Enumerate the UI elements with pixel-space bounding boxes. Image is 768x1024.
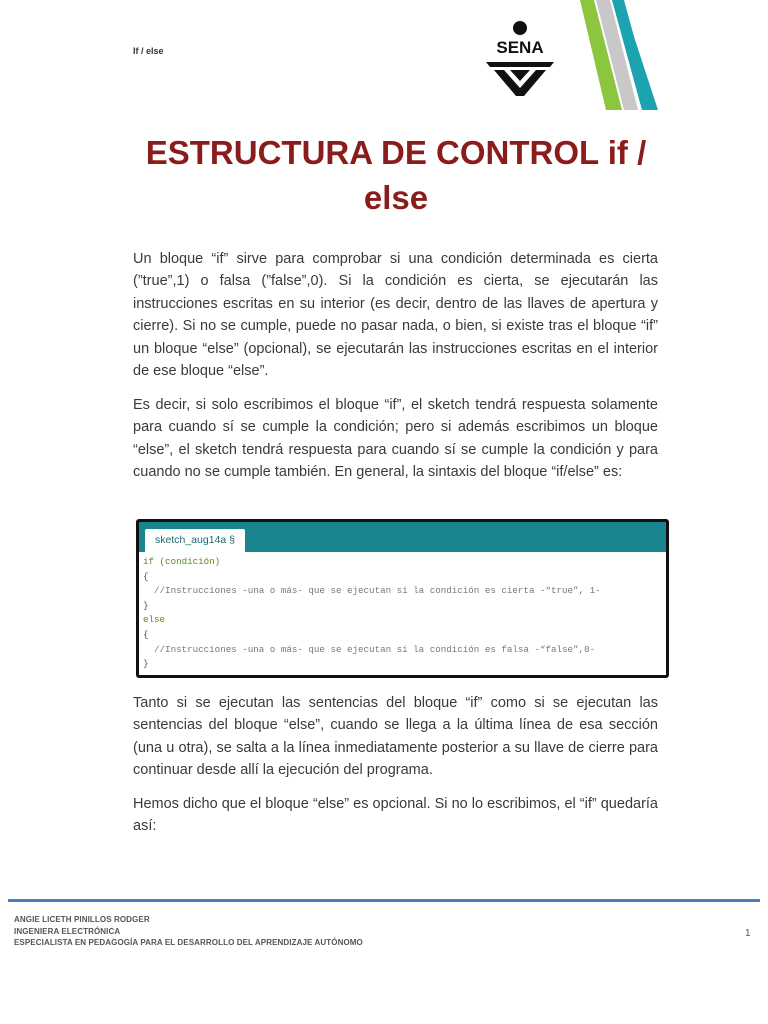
footer-line: ANGIE LICETH PINILLOS RODGER [14, 915, 150, 924]
sena-logo [480, 18, 560, 98]
title-line-2: else [363, 179, 429, 216]
corner-stripes [580, 0, 768, 110]
code-line: } [143, 658, 149, 670]
header-label: If / else [133, 46, 164, 56]
paragraph-4: Hemos dicho que el bloque “else” es opcional. Si no lo escribimos, el “if” quedaría así: [133, 796, 658, 835]
sena-logo-text: SENA [496, 38, 544, 57]
code-line: //Instrucciones -una o más- que se ejecutan si la condición es falsa -“false”,0- [143, 643, 596, 655]
code-line: { [143, 628, 149, 640]
code-line: } [143, 599, 149, 611]
footer-author [14, 914, 363, 949]
ide-tab-bar [139, 522, 666, 552]
paragraph-1: Un bloque “if” sirve para comprobar si una condición determinada es cierta (”true”,1) o falsa (”false”,0). Si la condición es cierta, se ejecutarán las instrucciones escritas en su interior (es decir, dentro de las llaves de apertura y cierre). Si no se cumple, puede no pasar nada, o bien, si existe tras el bloque “if” un bloque “else” (opcional), se ejecutarán las instrucciones escritas en el interior de ese bloque “else”. [133, 251, 658, 380]
paragraph-3: Tanto si se ejecutan las sentencias del bloque “if” como si se ejecutan las sentencias del bloque “else”, cuando se llega a la última línea de esa sección (una u otra), se salta a la línea inmediatamente posterior a su llave de cierre para continuar desde allí la ejecución del programa. [133, 695, 658, 779]
footer-line: INGENIERA ELECTRÓNICA [14, 926, 121, 936]
ide-tab: sketch_aug14a § [145, 529, 245, 552]
footer-line: ESPECIALISTA EN PEDAGOGÍA PARA EL DESARROLLO DEL APRENDIZAJE AUTÓNOMO [14, 938, 363, 947]
code-line: if (condición) [143, 556, 221, 567]
code-block [139, 552, 666, 672]
code-line: else [143, 614, 166, 626]
title-line-1: ESTRUCTURA DE CONTROL if / [145, 134, 647, 171]
code-line: { [143, 570, 149, 582]
paragraph-2: Es decir, si solo escribimos el bloque “if”, el sketch tendrá respuesta solamente para cuando sí se cumple la condición; pero si además escribimos un bloque “else”, el sketch tendrá respuesta para cuando sí se cumple la condición y para cuando no se cumple también. En general, la sintaxis del bloque “if/else” es: [133, 397, 658, 481]
footer-divider [8, 899, 760, 902]
ide-screenshot [136, 519, 669, 678]
code-line: //Instrucciones -una o más- que se ejecutan si la condición es cierta -“true”, 1- [143, 585, 601, 597]
page-number: 1 [745, 928, 751, 939]
page-title [120, 130, 672, 220]
